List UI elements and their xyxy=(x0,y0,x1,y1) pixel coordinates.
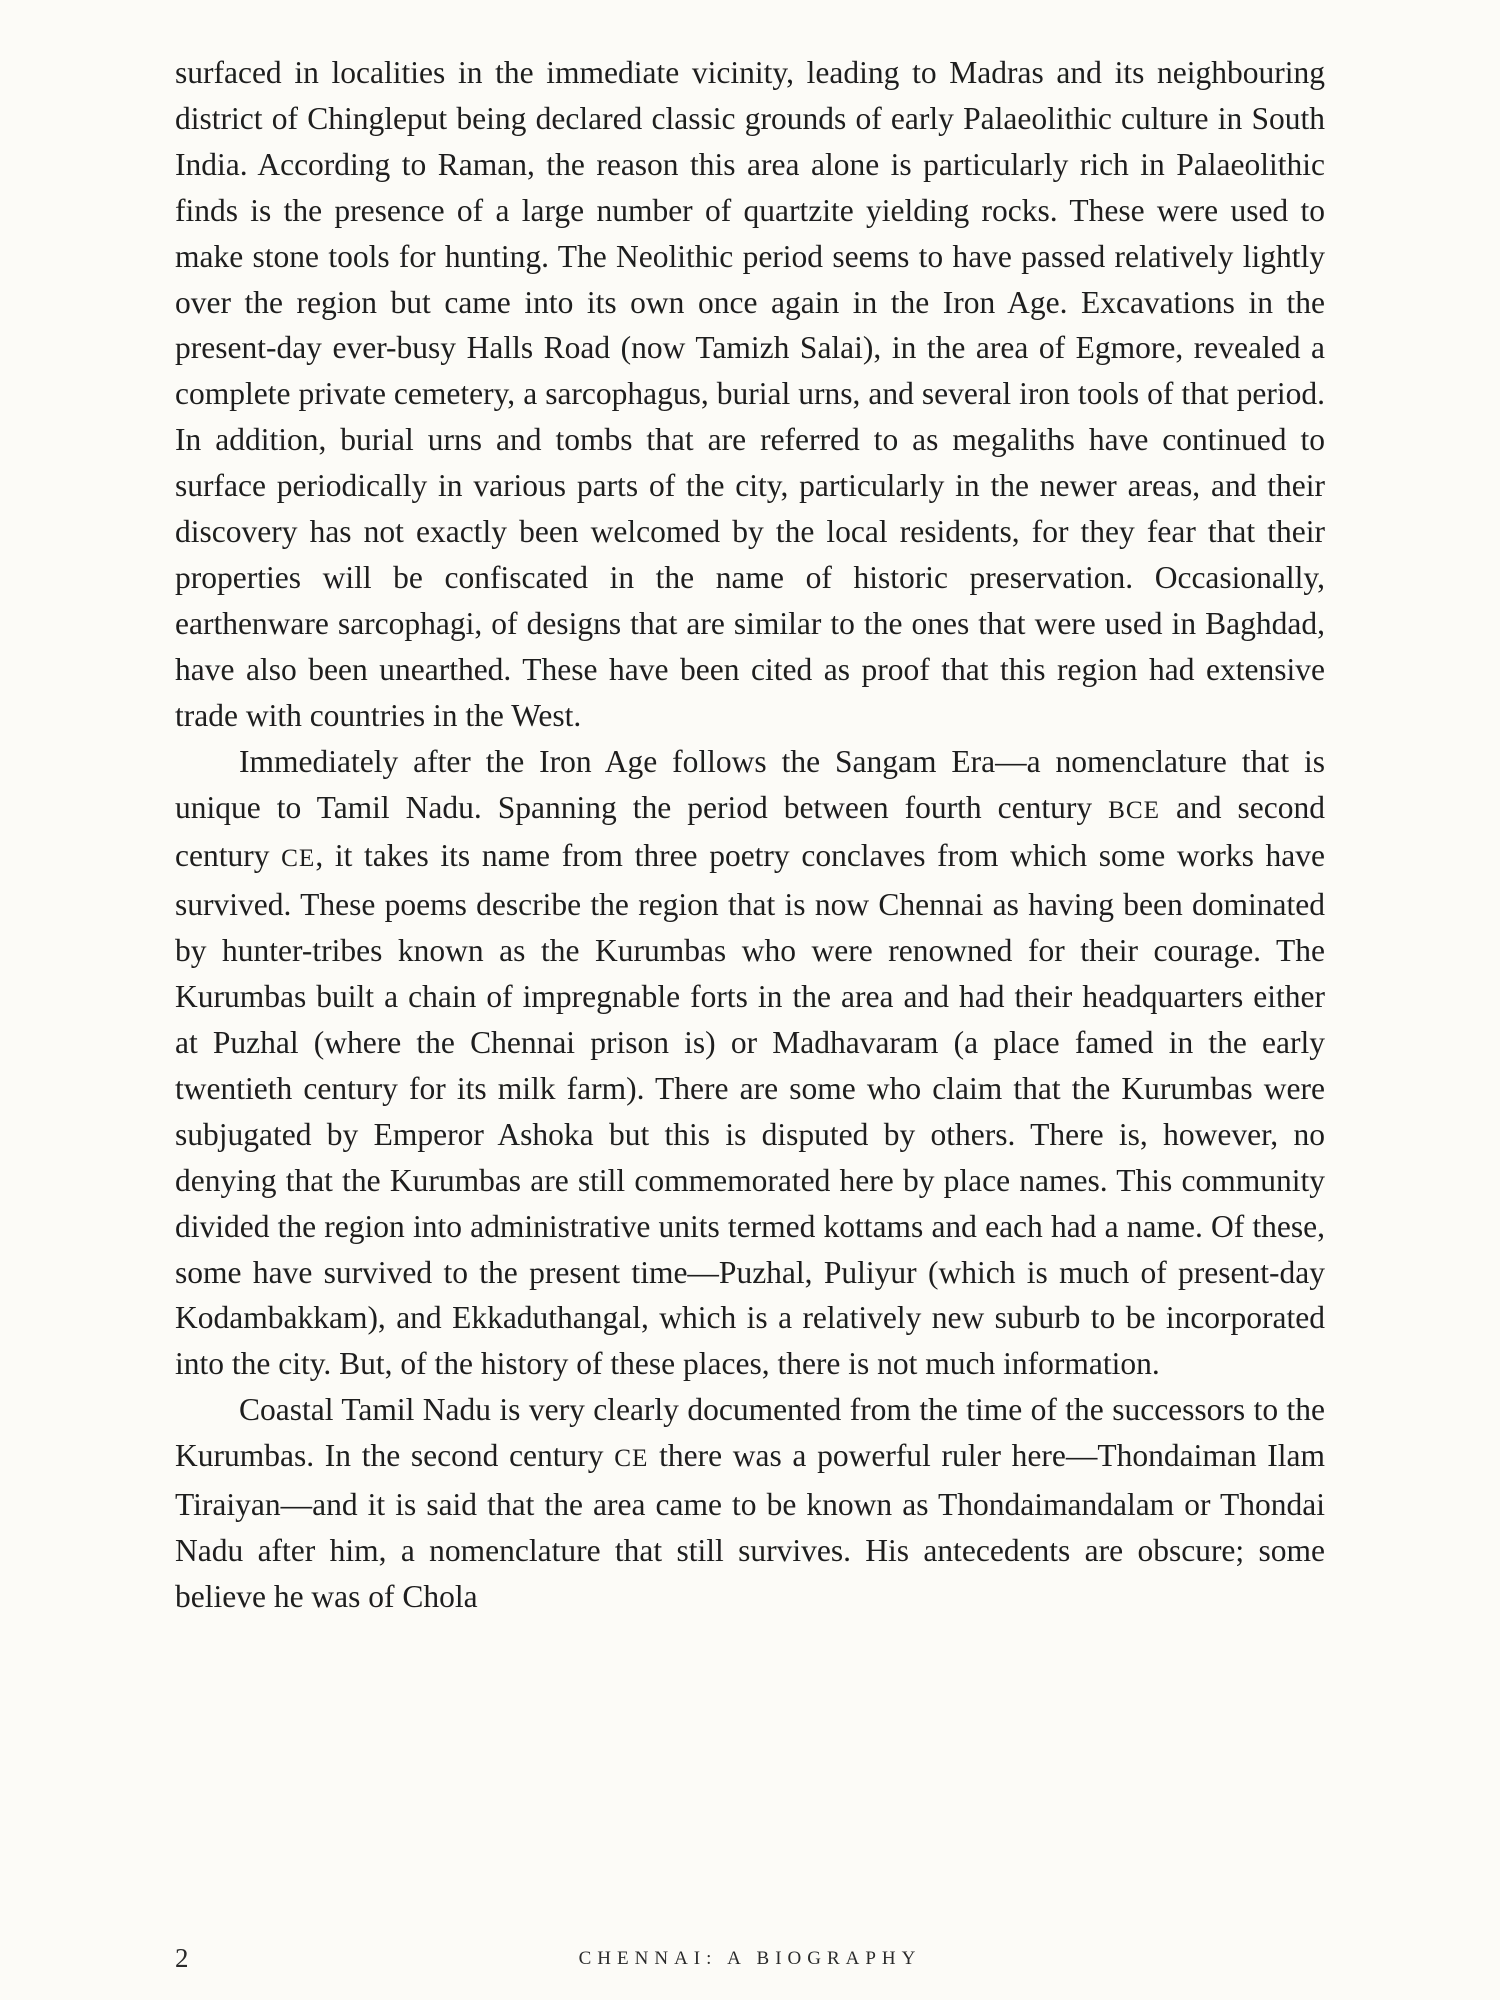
paragraph-1-text: surfaced in localities in the immediate vicinity, leading to Madras and its neighbouring district of Chingleput being declared classic grounds of early Palaeolithic culture in South India. According to Raman, the reason this area alone is particularly rich in Palaeolithic finds is the presence of a large number of quartzite yielding rocks. These were used to make stone tools for hunting. The Neolithic period seems to have passed relatively lightly over the region but came into its own once again in the Iron Age. Excavations in the present-day ever-busy Halls Road (now Tamizh Salai), in the area of Egmore, revealed a complete private cemetery, a sarcophagus, burial urns, and several iron tools of that period. In addition, burial urns and tombs that are referred to as megaliths have continued to surface periodically in various parts of the city, particularly in the newer areas, and their discovery has not exactly been welcomed by the local residents, for they fear that their properties will be confiscated in the name of historic preservation. Occasionally, earthenware sarcophagi, of designs that are similar to the ones that were used in Baghdad, have also been unearthed. These have been cited as proof that this region had extensive trade with countries in the West. xyxy=(175,55,1325,733)
paragraph-1 xyxy=(175,50,1325,739)
page-number: 2 xyxy=(175,1943,189,1973)
body-text xyxy=(175,50,1325,1620)
paragraph-2-text-a: Immediately after the Iron Age follows the Sangam Era—a nomenclature that is unique to Tamil Nadu. Spanning the period between fourth century xyxy=(175,743,1325,825)
paragraph-3-text-b: there was a powerful ruler here—Thondaiman Ilam Tiraiyan—and it is said that the area came to be known as Thondaimandalam or Thondai Nadu after him, a nomenclature that still survives. His antecedents are obscure; some believe he was of Chola xyxy=(175,1438,1325,1614)
era-abbreviation-bce: BCE xyxy=(1108,796,1161,824)
paragraph-2 xyxy=(175,739,1325,1388)
paragraph-2-text-b: and second century xyxy=(175,789,1325,874)
era-abbreviation-ce: CE xyxy=(614,1445,649,1473)
era-abbreviation-ce: CE xyxy=(281,845,316,873)
paragraph-3-text-a: Coastal Tamil Nadu is very clearly documented from the time of the successors to the Kurumbas. In the second century xyxy=(175,1392,1325,1474)
running-footer-title: CHENNAI: A BIOGRAPHY xyxy=(578,1948,922,1969)
paragraph-2-text-c: , it takes its name from three poetry conclaves from which some works have survived. These poems describe the region that is now Chennai as having been dominated by hunter-tribes known as the Kurumbas who were renowned for their courage. The Kurumbas built a chain of impregnable forts in the area and had their headquarters either at Puzhal (where the Chennai prison is) or Madhavaram (a place famed in the early twentieth century for its milk farm). There are some who claim that the Kurumbas were subjugated by Emperor Ashoka but this is disputed by others. There is, however, no denying that the Kurumbas are still commemorated here by place names. This community divided the region into administrative units termed kottams and each had a name. Of these, some have survived to the present time—Puzhal, Puliyur (which is much of present-day Kodambakkam), and Ekkaduthangal, which is a relatively new suburb to be incorporated into the city. But, of the history of these places, there is not much information. xyxy=(175,838,1325,1382)
paragraph-3 xyxy=(175,1387,1325,1620)
